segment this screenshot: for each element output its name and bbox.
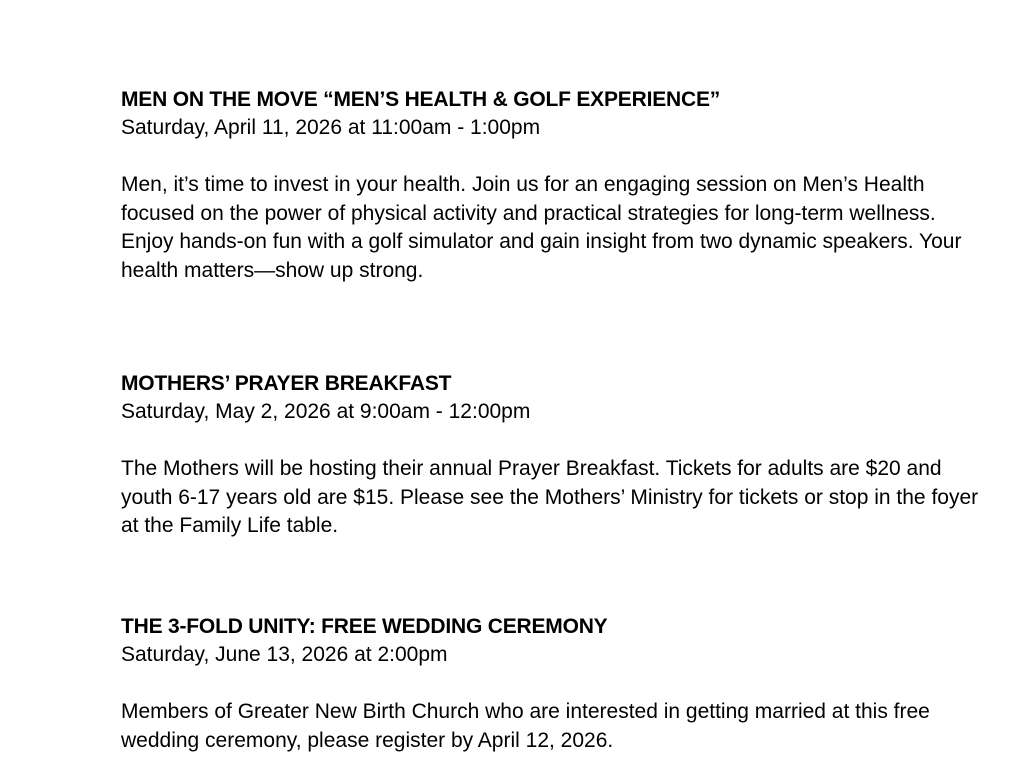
event-mothers-prayer-breakfast bbox=[121, 370, 981, 541]
event-description: The Mothers will be hosting their annual Prayer Breakfast. Tickets for adults are $20 and youth 6-17 years old are $15. Please see the Mothers’ Ministry for tickets or stop in the foyer at the Family Life table. bbox=[121, 457, 979, 537]
event-description: Men, it’s time to invest in your health. Join us for an engaging session on Men’s Health focused on the power of physical activity and practical strategies for long-term wellness. Enjoy hands-on fun with a golf simulator and gain insight from two dynamic speakers. Your health matters—show up strong. bbox=[121, 173, 962, 282]
event-mens-health-golf bbox=[121, 86, 981, 285]
event-title: MEN ON THE MOVE “MEN’S HEALTH & GOLF EXPERIENCE” bbox=[121, 88, 721, 111]
event-description: Members of Greater New Birth Church who are interested in getting married at this free wedding ceremony, please register by April 12, 2026. bbox=[121, 700, 930, 752]
event-free-wedding-ceremony bbox=[121, 613, 981, 755]
event-title: MOTHERS’ PRAYER BREAKFAST bbox=[121, 372, 452, 395]
event-date: Saturday, June 13, 2026 at 2:00pm bbox=[121, 643, 448, 666]
event-date: Saturday, April 11, 2026 at 11:00am - 1:00pm bbox=[121, 116, 541, 139]
event-date: Saturday, May 2, 2026 at 9:00am - 12:00pm bbox=[121, 400, 531, 423]
event-title: THE 3-FOLD UNITY: FREE WEDDING CEREMONY bbox=[121, 615, 608, 638]
